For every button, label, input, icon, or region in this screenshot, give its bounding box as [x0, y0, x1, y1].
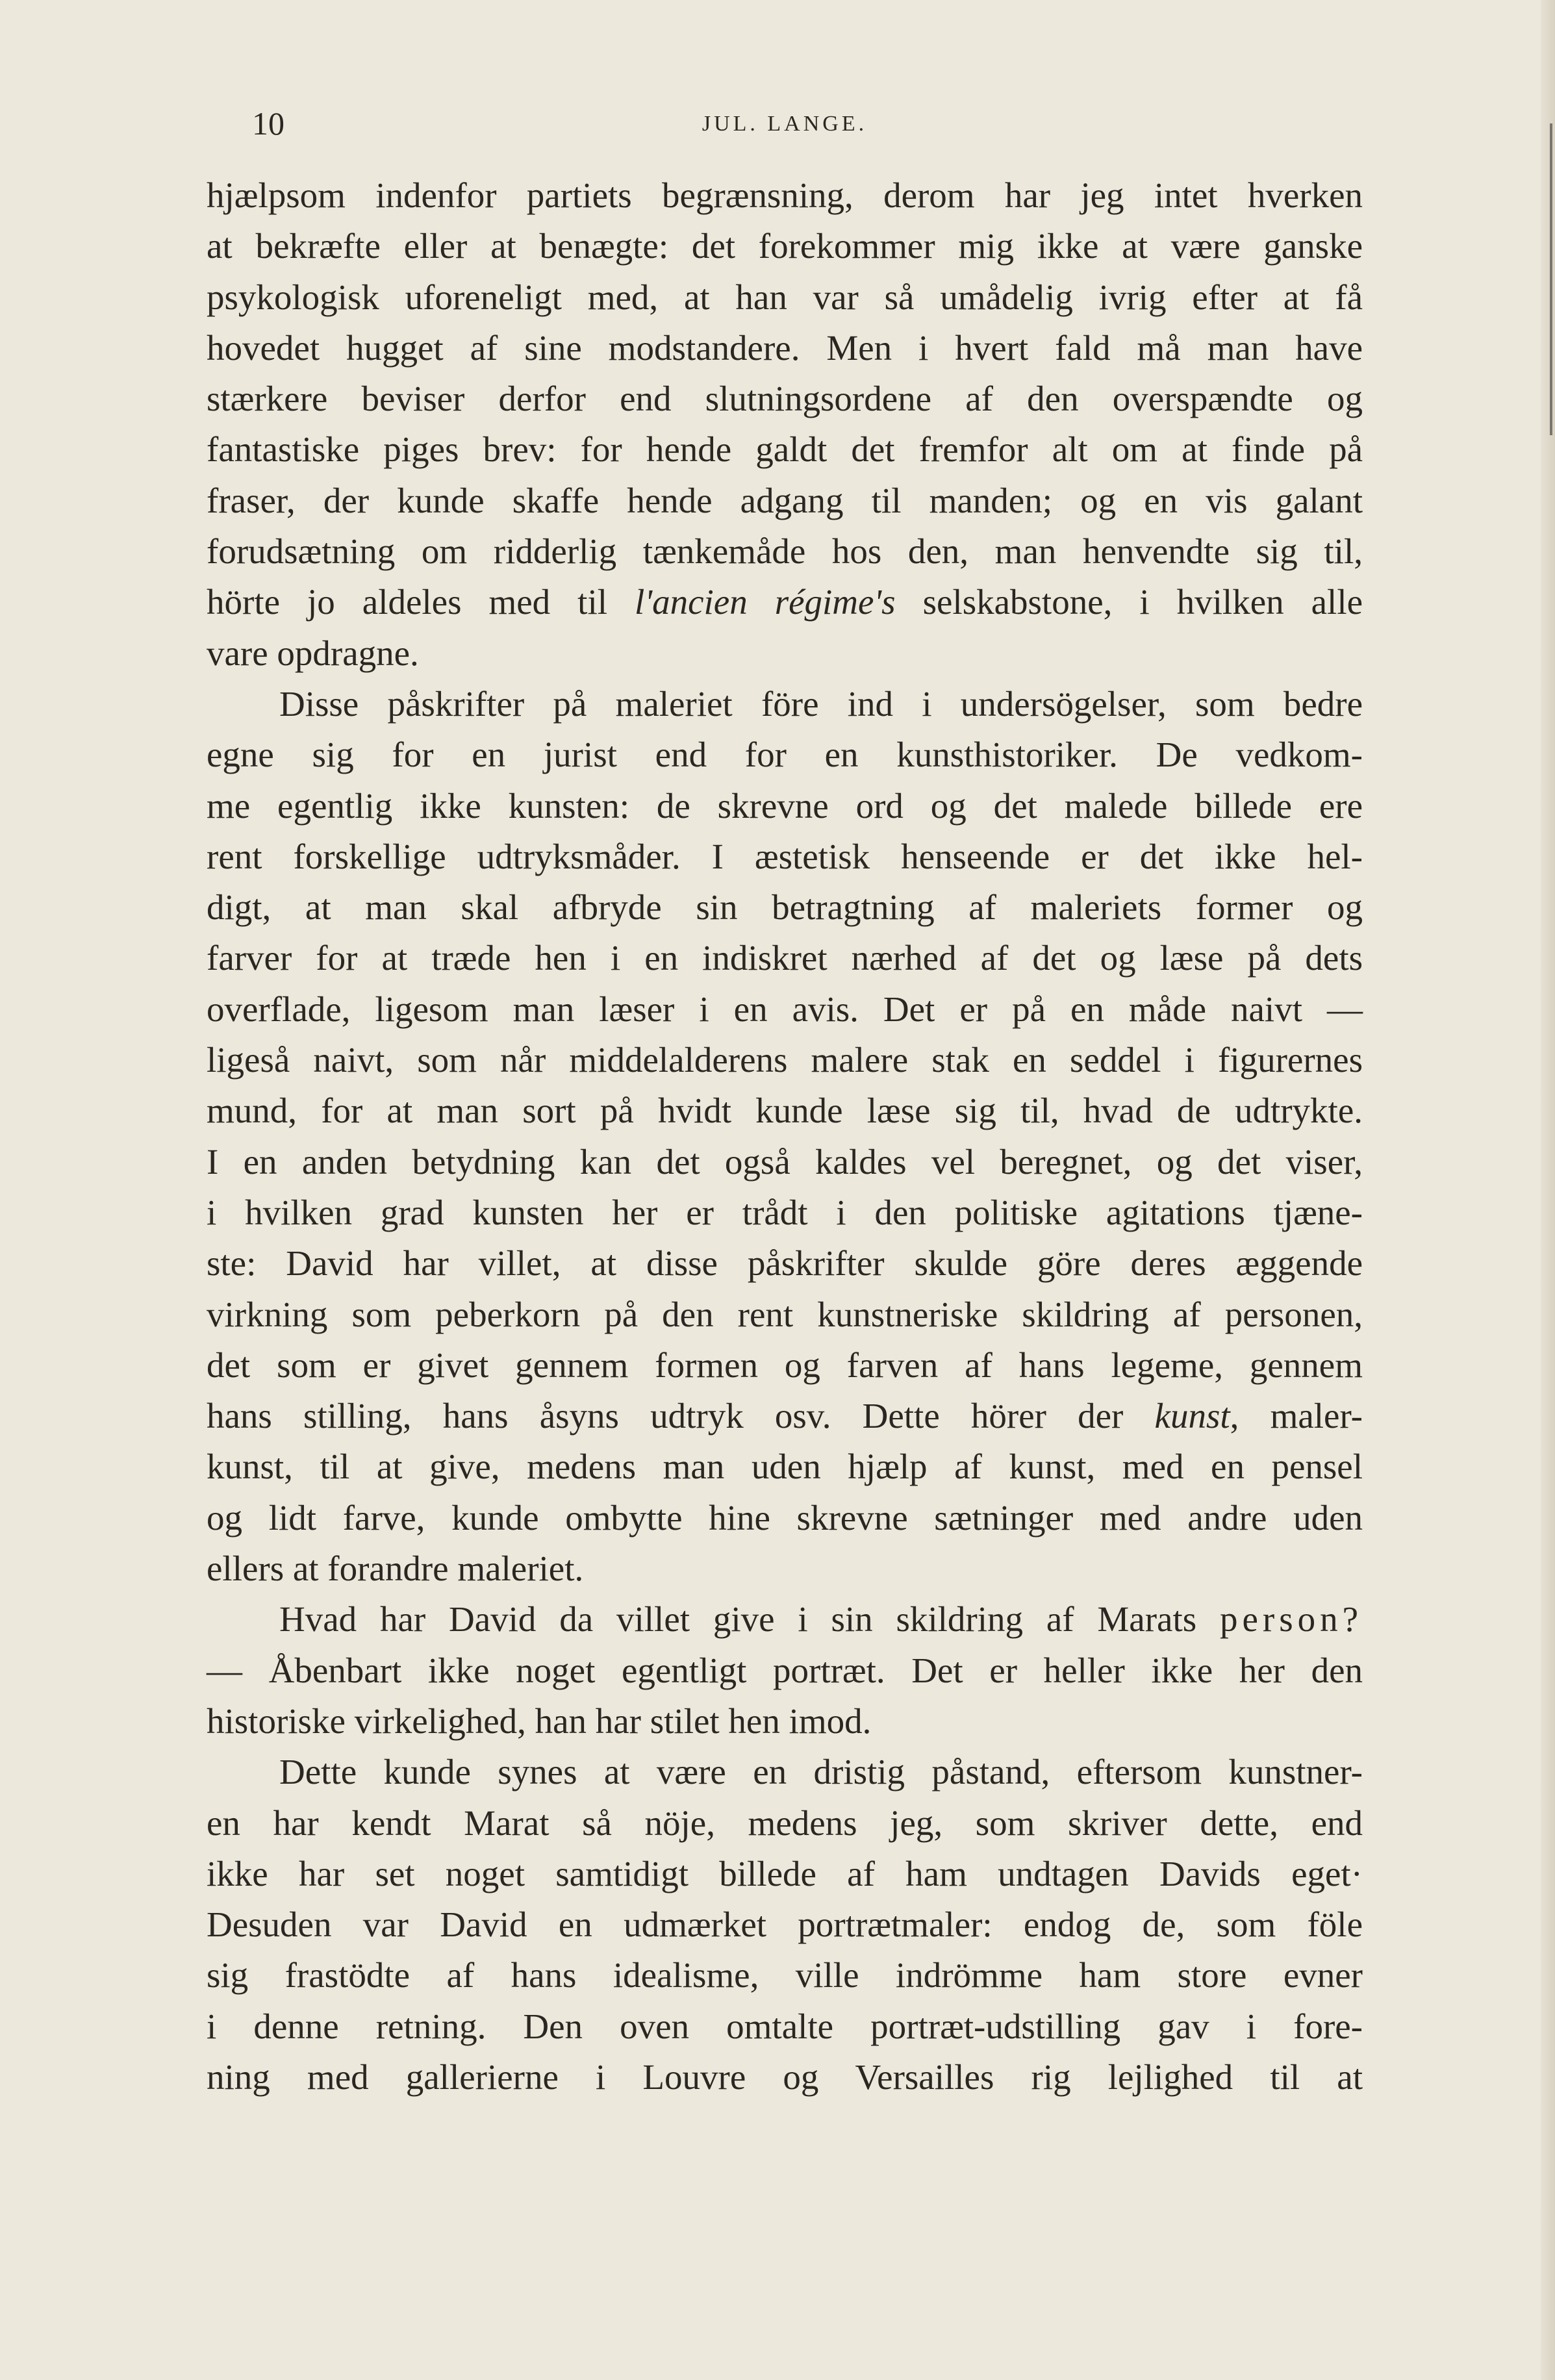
text-line: i denne retning. Den oven omtalte portræt-udstilling gav i fore-	[207, 2006, 1363, 2046]
text-line: me egentlig ikke kunsten: de skrevne ord og det malede billede ere	[207, 785, 1363, 826]
text-line: og lidt farve, kunde ombytte hine skrevne sætninger med andre uden	[207, 1497, 1363, 1538]
text-line: en har kendt Marat så nöje, medens jeg, som skriver dette, end	[207, 1803, 1363, 1843]
text-line: ning med gallerierne i Louvre og Versailles rig lejlighed til at	[207, 2057, 1363, 2097]
text-line: historiske virkelighed, han har stilet hen imod.	[207, 1701, 872, 1741]
text-line: ste: David har villet, at disse påskrifter skulde göre deres æggende	[207, 1243, 1363, 1284]
text-line: ligeså naivt, som når middelalderens malere stak en seddel i figurernes	[207, 1040, 1363, 1080]
text-line: mund, for at man sort på hvidt kunde læse sig til, hvad de udtrykte.	[207, 1091, 1363, 1131]
text-segment: , maler-	[1230, 1396, 1363, 1436]
text-line: i hvilken grad kunsten her er trådt i den politiske agitations tjæne-	[207, 1192, 1363, 1232]
text-segment: hans stilling, hans åsyns udtryk osv. Dette hörer der	[207, 1396, 1124, 1436]
text-line: stærkere beviser derfor end slutningsordene af den overspændte og	[207, 379, 1363, 419]
text-line: sig frastödte af hans idealisme, ville indrömme ham store evner	[207, 1955, 1363, 1995]
text-line: hovedet hugget af sine modstandere. Men i hvert fald må man have	[207, 327, 1363, 368]
page-edge	[1541, 0, 1555, 2380]
text-line: det som er givet gennem formen og farven af hans legeme, gennem	[207, 1345, 1363, 1385]
text-line: rent forskellige udtryksmåder. I æstetisk henseende er det ikke hel-	[207, 836, 1363, 876]
text-line	[207, 1391, 1363, 1441]
text-line: farver for at træde hen i en indiskret nærhed af det og læse på dets	[207, 938, 1363, 978]
italic-phrase: l'ancien régime's	[635, 582, 896, 622]
text-line: — Åbenbart ikke noget egentligt portræt. Det er heller ikke her den	[207, 1650, 1363, 1690]
text-line: forudsætning om ridderlig tænkemåde hos den, man henvendte sig til,	[207, 531, 1363, 572]
text-line: overflade, ligesom man læser i en avis. Det er på en måde naivt —	[207, 989, 1363, 1029]
italic-word: kunst	[1154, 1396, 1230, 1436]
page-edge-shadow	[1550, 123, 1552, 435]
text-line: Desuden var David en udmærket portrætmaler: endog de, som föle	[207, 1905, 1363, 1945]
paragraph-start-line	[207, 1594, 1363, 1645]
page-header	[207, 104, 1363, 143]
body-text	[207, 170, 1363, 2103]
text-line: kunst, til at give, medens man uden hjælp af kunst, med en pensel	[207, 1447, 1363, 1487]
text-line: I en anden betydning kan det også kaldes vel beregnet, og det viser,	[207, 1141, 1363, 1182]
text-line: vare opdragne.	[207, 633, 419, 673]
text-line	[207, 577, 1363, 627]
text-line: at bekræfte eller at benægte: det forekommer mig ikke at være ganske	[207, 226, 1363, 266]
running-head: JUL. LANGE.	[702, 112, 868, 136]
text-line: fantastiske piges brev: for hende galdt det fremfor alt om at finde på	[207, 429, 1363, 470]
spaced-word: person?	[1219, 1599, 1363, 1639]
page-number: 10	[252, 105, 284, 142]
paragraph-start-line: Dette kunde synes at være en dristig påstand, eftersom kunstner-	[279, 1752, 1363, 1792]
text-line: fraser, der kunde skaffe hende adgang til manden; og en vis galant	[207, 480, 1363, 520]
paragraph-start-line: Disse påskrifter på maleriet före ind i undersögelser, som bedre	[279, 683, 1363, 724]
text-segment: Hvad har David da villet give i sin skildring af Marats	[279, 1599, 1197, 1639]
text-line: egne sig for en jurist end for en kunsthistoriker. De vedkom-	[207, 735, 1363, 775]
text-line: ellers at forandre maleriet.	[207, 1549, 584, 1589]
text-line: psykologisk uforeneligt med, at han var så umådelig ivrig efter at få	[207, 277, 1363, 317]
text-line: hjælpsom indenfor partiets begrænsning, derom har jeg intet hverken	[207, 175, 1363, 215]
text-line: digt, at man skal afbryde sin betragtning af maleriets former og	[207, 887, 1363, 928]
text-line: ikke har set noget samtidigt billede af ham undtagen Davids eget·	[207, 1853, 1363, 1893]
text-segment: hörte jo aldeles med til	[207, 582, 608, 622]
text-segment: selskabstone, i hvilken alle	[922, 582, 1363, 622]
text-line: virkning som peberkorn på den rent kunstneriske skildring af personen,	[207, 1294, 1363, 1334]
